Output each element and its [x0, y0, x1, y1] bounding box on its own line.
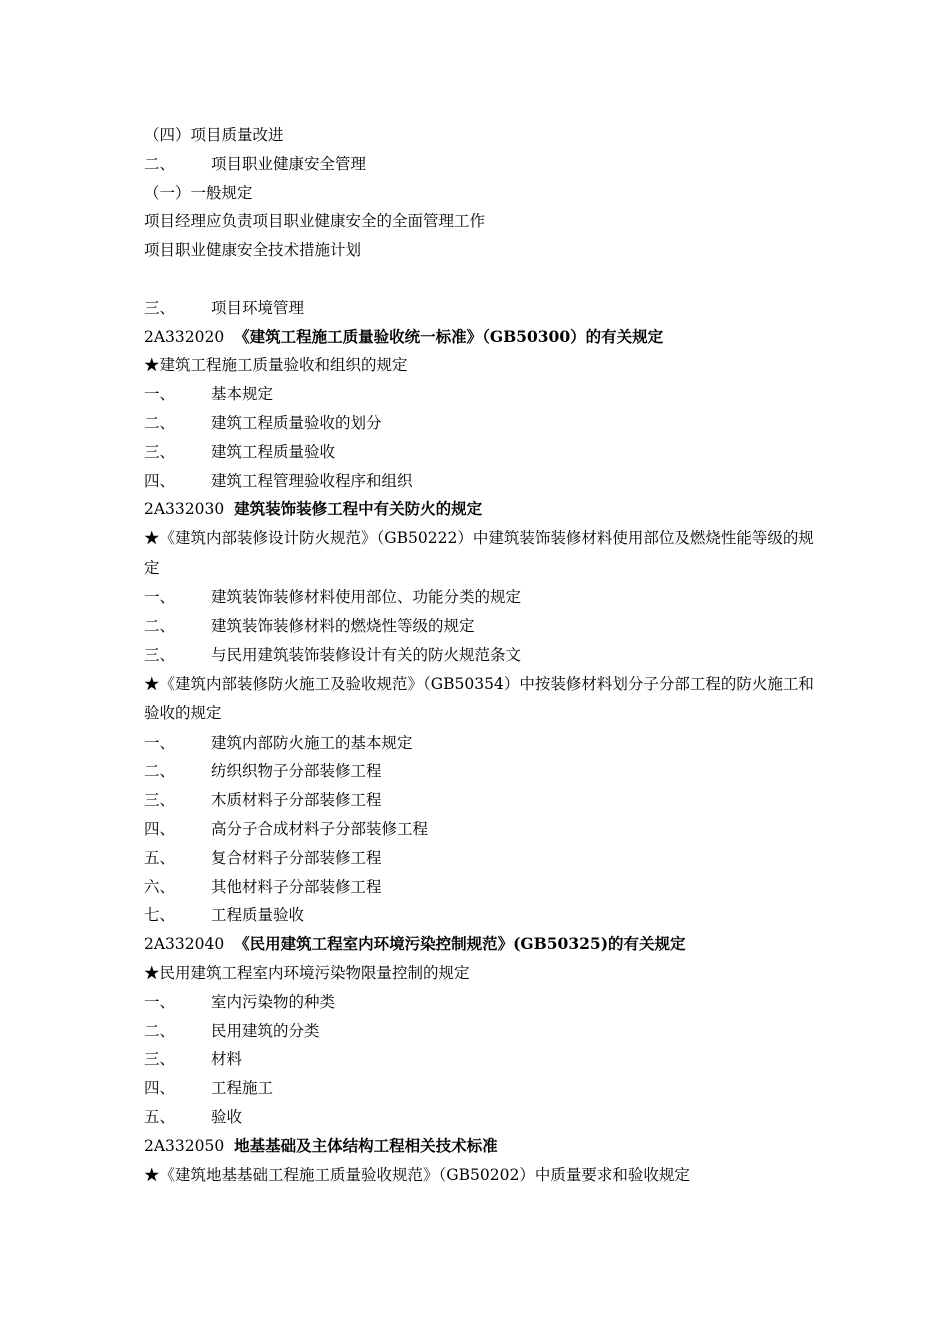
list-item-number: 二、: [144, 762, 176, 781]
item-list: [144, 988, 824, 1132]
list-item: [144, 438, 824, 467]
list-item: [144, 1103, 824, 1132]
list-item-number: 一、: [144, 733, 176, 752]
subsection-heading: （一）一般规定: [144, 183, 253, 202]
list-item: [144, 1045, 824, 1074]
list-item: [144, 583, 824, 612]
list-item-number: 四、: [144, 1079, 176, 1098]
list-item-number: 三、: [144, 1050, 176, 1069]
list-item-text: 木质材料子分部装修工程: [211, 791, 382, 810]
list-item: [144, 901, 824, 930]
list-item-number: 三、: [144, 791, 176, 810]
chapter-heading: 2A332030 建筑装饰装修工程中有关防火的规定: [144, 499, 483, 519]
list-item-number: 三、: [144, 645, 176, 664]
list-item: [144, 1074, 824, 1103]
list-item-text: 建筑内部防火施工的基本规定: [211, 733, 413, 752]
list-item-text: 建筑工程质量验收的划分: [211, 413, 382, 432]
list-item: [144, 1017, 824, 1046]
item-list: [144, 729, 824, 931]
list-item: [144, 757, 824, 786]
list-item-text: 与民用建筑装饰装修设计有关的防火规范条文: [211, 645, 522, 664]
list-item: [144, 844, 824, 873]
list-item: [144, 612, 824, 641]
list-item-number: 三、: [144, 442, 176, 461]
list-item-number: 五、: [144, 848, 176, 867]
list-item-number: 二、: [144, 616, 176, 635]
list-item: [144, 815, 824, 844]
chapter-heading: 2A332050 地基基础及主体结构工程相关技术标准: [144, 1135, 498, 1155]
list-item-text: 建筑装饰装修材料使用部位、功能分类的规定: [211, 588, 522, 607]
item-list: [144, 583, 824, 669]
list-item-number: 一、: [144, 992, 176, 1011]
list-item-text: 室内污染物的种类: [211, 992, 336, 1011]
subsection-heading: （四）项目质量改进: [144, 126, 284, 144]
list-item-text: 民用建筑的分类: [211, 1021, 320, 1040]
list-item: [144, 729, 824, 758]
list-item-text: 建筑工程质量验收: [211, 442, 336, 461]
list-item: [144, 873, 824, 902]
chapter-heading: 2A332040 《民用建筑工程室内环境污染控制规范》(GB50325)的有关规定: [144, 934, 686, 954]
chapter-heading: 2A332020 《建筑工程施工质量验收统一标准》（GB50300）的有关规定: [144, 326, 664, 346]
list-item: [144, 409, 824, 438]
list-item-number: 六、: [144, 877, 176, 896]
list-item-text: 复合材料子分部装修工程: [211, 848, 382, 867]
list-item-number: 七、: [144, 906, 176, 925]
section-item: 三、 项目环境管理: [144, 298, 305, 317]
list-item-number: 一、: [144, 588, 176, 607]
list-item-text: 其他材料子分部装修工程: [211, 877, 382, 896]
list-item-text: 建筑工程管理验收程序和组织: [211, 471, 413, 490]
list-item-text: 验收: [211, 1107, 243, 1126]
list-item-number: 五、: [144, 1107, 176, 1126]
list-item: [144, 641, 824, 670]
list-item: [144, 786, 824, 815]
list-item-text: 纺织织物子分部装修工程: [211, 762, 382, 781]
list-item-text: 高分子合成材料子分部装修工程: [211, 819, 429, 838]
list-item-number: 二、: [144, 1021, 176, 1040]
paragraph: 项目经理应负责项目职业健康安全的全面管理工作: [144, 212, 486, 231]
list-item-text: 建筑装饰装修材料的燃烧性等级的规定: [211, 616, 475, 635]
list-item-number: 二、: [144, 413, 176, 432]
list-item-text: 工程施工: [211, 1079, 274, 1098]
blank-line: [144, 265, 824, 294]
list-item-text: 基本规定: [211, 385, 274, 404]
list-item-text: 材料: [211, 1050, 243, 1069]
list-item: [144, 467, 824, 496]
item-list: [144, 380, 824, 495]
star-topic: ★民用建筑工程室内环境污染物限量控制的规定: [144, 963, 470, 982]
star-topic: ★《建筑地基基础工程施工质量验收规范》（GB50202）中质量要求和验收规定: [144, 1165, 690, 1184]
list-item: [144, 988, 824, 1017]
section-item: 二、 项目职业健康安全管理: [144, 154, 367, 173]
paragraph: 项目职业健康安全技术措施计划: [144, 241, 362, 260]
star-topic: ★《建筑内部装修防火施工及验收规范》（GB50354）中按装修材料划分子分部工程的防火施工和验收的规定: [144, 674, 814, 723]
list-item-number: 四、: [144, 819, 176, 838]
list-item-text: 工程质量验收: [211, 906, 305, 925]
star-topic: ★建筑工程施工质量验收和组织的规定: [144, 356, 408, 375]
list-item-number: 一、: [144, 385, 176, 404]
list-item: [144, 380, 824, 409]
document-page: [144, 121, 824, 1189]
list-item-number: 四、: [144, 471, 176, 490]
star-topic: ★《建筑内部装修设计防火规范》（GB50222）中建筑装饰装修材料使用部位及燃烧性能等级的规定: [144, 529, 814, 577]
